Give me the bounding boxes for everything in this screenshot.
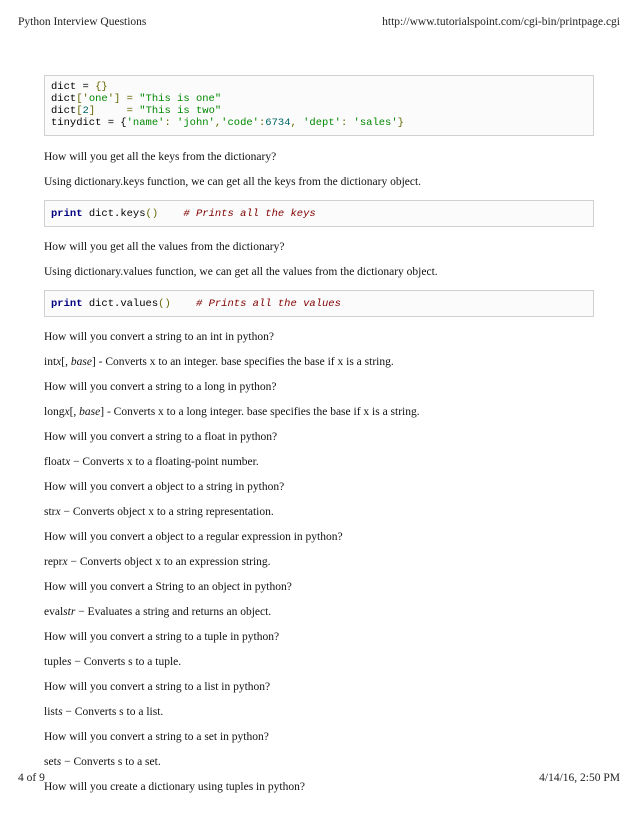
code-token: 2 (82, 105, 89, 117)
function-name: long (44, 406, 65, 418)
answer-keys: Using dictionary.keys function, we can get all the keys from the dictionary object. (44, 176, 422, 188)
answer-values: Using dictionary.values function, we can get all the values from the dictionary object. (44, 266, 438, 278)
function-name: eval (44, 606, 64, 618)
question-eval: How will you convert a String to an object in python? (44, 581, 292, 593)
question-int: How will you convert a string to an int in python? (44, 331, 274, 343)
code-token: dict (51, 93, 77, 105)
answer-int (44, 355, 594, 369)
function-name: str (44, 506, 56, 518)
code-block-values (44, 290, 594, 317)
answer-text: − Converts s to a tuple. (71, 656, 182, 668)
question-list: How will you convert a string to a list in python? (44, 681, 271, 693)
question-dict-tuples: How will you create a dictionary using tuples in python? (44, 781, 305, 793)
code-token: , (214, 117, 222, 129)
question-keys: How will you get all the keys from the dictionary? (44, 151, 277, 163)
code-token: () (158, 298, 171, 310)
code-token: dict (51, 105, 77, 117)
print-footer (18, 772, 620, 784)
function-arg: x (65, 456, 71, 468)
code-token: one (88, 93, 108, 105)
code-token (171, 298, 196, 310)
function-arg: base (79, 406, 101, 418)
function-arg: str (63, 606, 76, 618)
answer-text: ] - Converts x to an integer. base specifies the base if x is a string. (91, 356, 394, 368)
code-token (158, 208, 183, 220)
answer-text: − Converts x to a floating-point number. (70, 456, 259, 468)
function-name: list (44, 706, 59, 718)
code-token: () (145, 208, 159, 220)
function-arg: s (56, 756, 62, 768)
code-token: 'dept' (303, 117, 341, 129)
answer-eval (44, 605, 594, 619)
question-long: How will you convert a string to a long in python? (44, 381, 277, 393)
code-comment: # Prints all the values (195, 298, 341, 310)
code-token: tinydict = { (51, 117, 127, 129)
answer-long (44, 405, 594, 419)
function-arg: s (67, 656, 72, 668)
function-arg: base (70, 356, 92, 368)
answer-text: − Converts object x to a string representation. (60, 506, 274, 518)
answer-float (44, 455, 594, 469)
function-name: float (44, 456, 66, 468)
function-arg: s (58, 706, 63, 718)
code-token: , (290, 117, 304, 129)
answer-tuple (44, 655, 594, 669)
code-token: '] = (107, 93, 140, 105)
print-header (18, 16, 620, 28)
page-content (44, 75, 594, 794)
answer-text: − Converts s to a set. (61, 756, 161, 768)
code-token: dict.values (82, 298, 159, 310)
function-name: int (44, 356, 57, 368)
code-comment: # Prints all the keys (183, 208, 316, 220)
function-arg: x (62, 556, 68, 568)
code-token: {} (95, 81, 108, 93)
question-repr: How will you convert a object to a regular expression in python? (44, 531, 343, 543)
code-token: } (397, 117, 404, 129)
code-token: dict.keys (82, 208, 146, 220)
code-token: : (164, 117, 178, 129)
function-name: set (44, 756, 57, 768)
code-keyword: print (51, 208, 83, 220)
answer-text: − Converts object x to an expression string. (67, 556, 271, 568)
code-token: 'code' (221, 117, 259, 129)
question-tuple: How will you convert a string to a tuple in python? (44, 631, 280, 643)
function-arg: x (64, 406, 70, 418)
code-token: 6734 (265, 117, 291, 129)
function-name: repr (44, 556, 63, 568)
function-arg: x (56, 356, 62, 368)
answer-text: [, (69, 406, 80, 418)
code-token: dict = (51, 81, 96, 93)
code-token: : (340, 117, 354, 129)
answer-set (44, 755, 594, 769)
question-float: How will you convert a string to a float in python? (44, 431, 278, 443)
code-block-keys (44, 200, 594, 227)
code-token: "This is two" (139, 105, 222, 117)
code-token: ] = (88, 105, 140, 117)
print-datetime: 4/14/16, 2:50 PM (539, 772, 620, 784)
answer-repr (44, 555, 594, 569)
question-set: How will you convert a string to a set in python? (44, 731, 269, 743)
page-url: http://www.tutorialspoint.com/cgi-bin/printpage.cgi (382, 16, 620, 28)
answer-text: ] - Converts x to a long integer. base specifies the base if x is a string. (100, 406, 420, 418)
code-token: 'john' (177, 117, 215, 129)
answer-text: − Evaluates a string and returns an object. (75, 606, 272, 618)
code-token: [' (76, 93, 89, 105)
answer-list (44, 705, 594, 719)
answer-text: [, (61, 356, 71, 368)
code-keyword: print (51, 298, 83, 310)
answer-text: − Converts s to a list. (62, 706, 164, 718)
code-block-dict (44, 75, 594, 136)
code-token: 'sales' (353, 117, 398, 129)
function-arg: x (55, 506, 61, 518)
code-token: "This is one" (139, 93, 222, 105)
function-name: tuple (44, 656, 67, 668)
page-title: Python Interview Questions (18, 16, 147, 28)
code-token: 'name' (126, 117, 165, 129)
code-token: [ (76, 105, 83, 117)
question-values: How will you get all the values from the dictionary? (44, 241, 285, 253)
code-token: : (258, 117, 266, 129)
page-number: 4 of 9 (18, 772, 45, 784)
answer-str (44, 505, 594, 519)
question-str: How will you convert a object to a string in python? (44, 481, 285, 493)
